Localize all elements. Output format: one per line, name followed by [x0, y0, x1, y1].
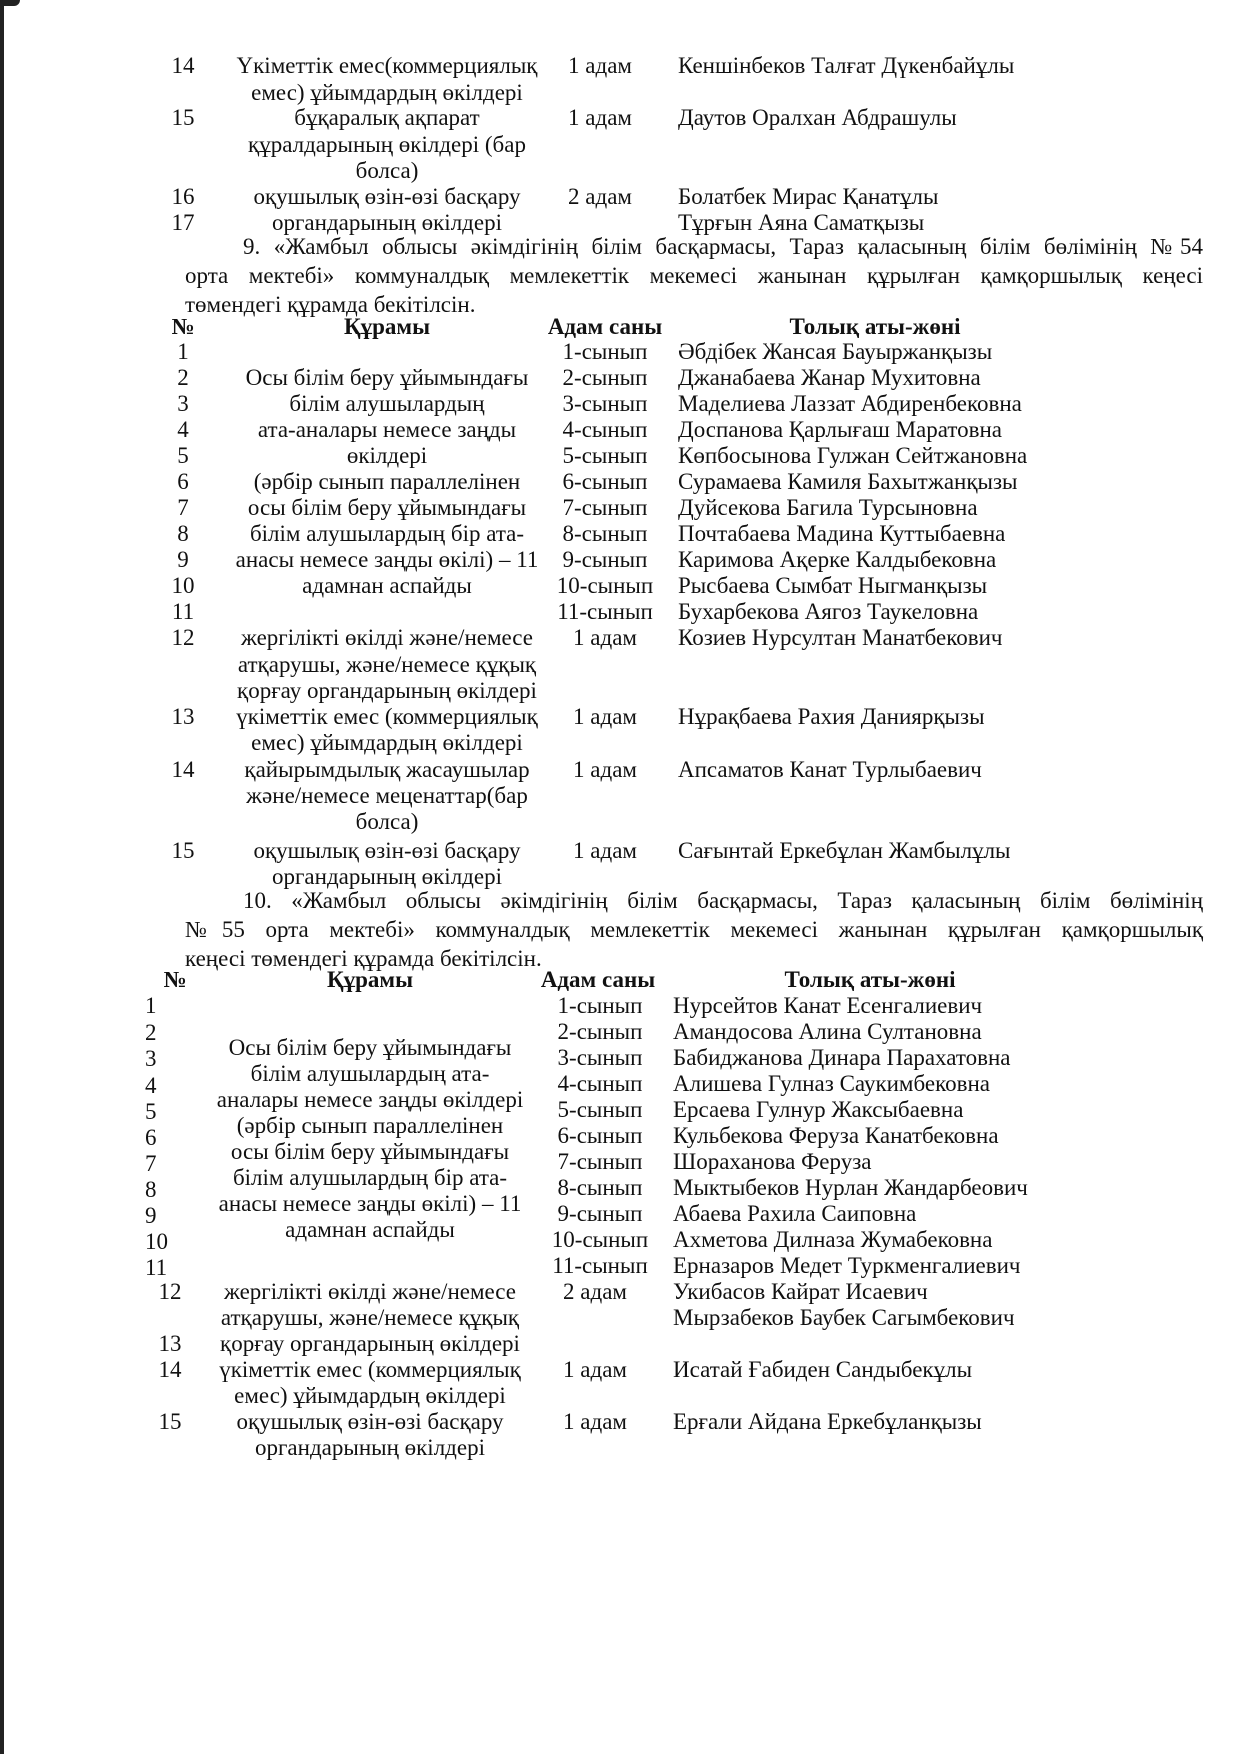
composition-line: органдарының өкілдері: [272, 210, 502, 235]
member-name: Укибасов Кайрат Исаевич: [673, 1279, 928, 1304]
composition-line: құралдарының өкілдері (бар: [248, 132, 526, 157]
member-name: Ерғали Айдана Еркебұланқызы: [673, 1409, 982, 1434]
row-number: 15: [171, 105, 195, 130]
composition-line: жергілікті өкілді және/немесе: [241, 625, 533, 650]
composition-line: аналары немесе заңды өкілдері: [216, 1087, 524, 1112]
row-number: 7: [177, 495, 189, 520]
member-name: Болатбек Мирас Қанатұлы: [678, 184, 939, 209]
composition-line: және/немесе меценаттар(бар: [246, 783, 528, 808]
member-count: 4-сынып: [562, 417, 648, 442]
row-number: 10: [145, 1229, 168, 1254]
composition-line: органдарының өкілдері: [255, 1435, 485, 1460]
composition-line: қорғау органдарының өкілдері: [220, 1331, 520, 1356]
row-number: 6: [177, 469, 189, 494]
scan-border-corner: [0, 0, 20, 6]
member-count: 1 адам: [573, 625, 637, 650]
member-name: Ерназаров Медет Туркменгалиевич: [673, 1253, 1021, 1278]
composition-line: ата-аналары немесе заңды: [257, 417, 517, 442]
composition-line: болса): [355, 809, 419, 834]
member-count: 3-сынып: [557, 1045, 643, 1070]
section9-paragraph: [185, 232, 1203, 319]
composition-line: білім алушылардың: [289, 391, 485, 416]
member-count: 7-сынып: [562, 495, 648, 520]
member-count: 3-сынып: [562, 391, 648, 416]
member-name: Абаева Рахила Саиповна: [673, 1201, 917, 1226]
row-number: 5: [145, 1099, 157, 1124]
member-count: 11-сынып: [557, 599, 653, 624]
scan-border-edge: [0, 0, 4, 1754]
member-count: 9-сынып: [557, 1201, 643, 1226]
row-number: 17: [171, 210, 195, 235]
row-number: 2: [145, 1020, 157, 1045]
composition-line: Осы білім беру ұйымындағы: [228, 1035, 512, 1060]
row-number: 15: [171, 838, 195, 863]
composition-line: өкілдері: [346, 443, 428, 468]
composition-line: Үкіметтік емес(коммерциялық: [236, 53, 538, 78]
row-number: 6: [145, 1125, 157, 1150]
member-name: Даутов Оралхан Абдрашулы: [678, 105, 957, 130]
row-number: 3: [145, 1046, 157, 1071]
composition-line: анасы немесе заңды өкілі) – 11: [218, 1191, 522, 1216]
member-count: 5-сынып: [562, 443, 648, 468]
header-composition: Құрамы: [343, 314, 431, 339]
composition-line: қорғау органдарының өкілдері: [237, 678, 537, 703]
member-count: 10-сынып: [556, 573, 654, 598]
composition-line: қайырымдылық жасаушылар: [244, 757, 530, 782]
member-count: 1 адам: [568, 105, 632, 130]
composition-line: Осы білім беру ұйымындағы: [245, 365, 529, 390]
member-name: Шораханова Феруза: [673, 1149, 872, 1174]
composition-line: атқарушы, және/немесе құқық: [220, 1305, 520, 1330]
member-count: 1 адам: [568, 53, 632, 78]
paragraph-line: №55 орта мектебі» коммуналдық мемлекеттік мекемесі жанынан құрылған қамқоршылық: [185, 917, 1203, 942]
paragraph-line: кеңесі төмендегі құрамда бекітілсін.: [185, 946, 542, 971]
row-number: 11: [171, 599, 195, 624]
row-number: 8: [145, 1177, 157, 1202]
composition-line: (әрбір сынып параллелінен: [253, 469, 521, 494]
member-count: 8-сынып: [557, 1175, 643, 1200]
header-composition: Құрамы: [326, 967, 414, 992]
row-number: 11: [145, 1255, 168, 1280]
composition-line: осы білім беру ұйымындағы: [230, 1139, 510, 1164]
member-count: 1 адам: [573, 757, 637, 782]
member-name: Әбдібек Жансая Бауыржанқызы: [678, 339, 993, 364]
composition-line: органдарының өкілдері: [272, 864, 502, 889]
member-count: 1-сынып: [557, 993, 643, 1018]
member-name: Каримова Ақерке Калдыбековна: [678, 547, 997, 572]
row-number: 9: [177, 547, 189, 572]
row-number: 5: [177, 443, 189, 468]
member-count: 2 адам: [568, 184, 632, 209]
row-number: 13: [171, 704, 195, 729]
row-number: 9: [145, 1203, 157, 1228]
row-number: 14: [171, 53, 195, 78]
member-name: Амандосова Алина Султановна: [673, 1019, 982, 1044]
member-name: Сурамаева Камиля Бахытжанқызы: [678, 469, 1018, 494]
member-name: Мырзабеков Баубек Сагымбекович: [673, 1305, 1015, 1330]
header-name: Толық аты-жөні: [784, 967, 956, 992]
composition-line: адамнан аспайды: [285, 1217, 455, 1242]
member-count: 11-сынып: [552, 1253, 648, 1278]
member-count: 2 адам: [563, 1279, 627, 1304]
member-name: Бухарбекова Аягоз Таукеловна: [678, 599, 979, 624]
composition-line: үкіметтік емес (коммерциялық: [219, 1357, 521, 1382]
composition-line: оқушылық өзін-өзі басқару: [236, 1409, 504, 1434]
member-count: 6-сынып: [562, 469, 648, 494]
member-name: Кеншінбеков Талғат Дүкенбайұлы: [678, 53, 1015, 78]
composition-line: осы білім беру ұйымындағы: [247, 495, 527, 520]
composition-line: (әрбір сынып параллелінен: [236, 1113, 504, 1138]
member-count: 5-сынып: [557, 1097, 643, 1122]
composition-line: үкіметтік емес (коммерциялық: [236, 704, 538, 729]
row-number: 4: [145, 1073, 157, 1098]
section10-paragraph: [185, 886, 1203, 973]
member-name: Доспанова Қарлығаш Маратовна: [678, 417, 1002, 442]
composition-line: емес) ұйымдардың өкілдері: [251, 80, 523, 105]
member-count: 1-сынып: [562, 339, 648, 364]
header-number: №: [171, 314, 195, 339]
header-number: №: [163, 967, 187, 992]
member-count: 1 адам: [563, 1409, 627, 1434]
composition-line: білім алушылардың бір ата-: [249, 521, 525, 546]
member-count: 7-сынып: [557, 1149, 643, 1174]
member-name: Нурсейтов Канат Есенгалиевич: [673, 993, 983, 1018]
member-count: 9-сынып: [562, 547, 648, 572]
member-count: 8-сынып: [562, 521, 648, 546]
member-name: Почтабаева Мадина Куттыбаевна: [678, 521, 1006, 546]
row-number: 1: [145, 993, 157, 1018]
composition-line: емес) ұйымдардың өкілдері: [234, 1383, 506, 1408]
composition-line: анасы немесе заңды өкілі) – 11: [235, 547, 539, 572]
paragraph-line: төмендегі құрамда бекітілсін.: [185, 292, 476, 317]
member-name: Ахметова Дилназа Жумабековна: [673, 1227, 993, 1252]
composition-line: білім алушылардың ата-: [250, 1061, 490, 1086]
composition-line: оқушылық өзін-өзі басқару: [253, 838, 521, 863]
row-number: 12: [158, 1279, 182, 1304]
member-name: Тұрғын Аяна Саматқызы: [678, 210, 925, 235]
member-name: Джанабаева Жанар Мухитовна: [678, 365, 981, 390]
member-name: Сағынтай Еркебұлан Жамбылұлы: [678, 838, 1011, 863]
composition-line: білім алушылардың бір ата-: [232, 1165, 508, 1190]
row-number: 8: [177, 521, 189, 546]
member-name: Маделиева Лаззат Абдиренбековна: [678, 391, 1022, 416]
member-count: 2-сынып: [562, 365, 648, 390]
row-number: 14: [158, 1357, 182, 1382]
member-count: 4-сынып: [557, 1071, 643, 1096]
member-name: Дуйсекова Багила Турсыновна: [678, 495, 978, 520]
member-name: Ерсаева Гулнур Жаксыбаевна: [673, 1097, 964, 1122]
member-name: Исатай Ғабиден Сандыбекұлы: [673, 1357, 973, 1382]
member-name: Бабиджанова Динара Парахатовна: [673, 1045, 1011, 1070]
row-number: 16: [171, 184, 195, 209]
member-count: 6-сынып: [557, 1123, 643, 1148]
composition-line: емес) ұйымдардың өкілдері: [251, 730, 523, 755]
row-number: 15: [158, 1409, 182, 1434]
row-number: 7: [145, 1151, 157, 1176]
row-number: 13: [158, 1331, 182, 1356]
row-number: 2: [177, 365, 189, 390]
member-name: Көпбосынова Гулжан Сейтжановна: [678, 443, 1028, 468]
header-count: Адам саны: [540, 967, 656, 992]
member-count: 1 адам: [573, 704, 637, 729]
composition-line: бұқаралық ақпарат: [294, 105, 480, 130]
row-number: 14: [171, 757, 195, 782]
row-number: 10: [171, 573, 195, 598]
composition-line: оқушылық өзін-өзі басқару: [253, 184, 521, 209]
paragraph-line: орта мектебі» коммуналдық мемлекеттік мекемесі жанынан құрылған қамқоршылық кеңесі: [185, 263, 1203, 288]
composition-line: жергілікті өкілді және/немесе: [224, 1279, 516, 1304]
member-count: 1 адам: [573, 838, 637, 863]
row-number: 12: [171, 625, 195, 650]
member-name: Алишева Гулназ Саукимбековна: [673, 1071, 990, 1096]
paragraph-line: 10. «Жамбыл облысы әкімдігінің білім басқармасы, Тараз қаласының білім бөлімінің: [243, 888, 1203, 913]
composition-line: атқарушы, және/немесе құқық: [237, 652, 537, 677]
header-count: Адам саны: [547, 314, 663, 339]
member-name: Рысбаева Сымбат Ныгманқызы: [678, 573, 988, 598]
member-name: Нұрақбаева Рахия Даниярқызы: [678, 704, 985, 729]
member-name: Мыктыбеков Нурлан Жандарбеович: [673, 1175, 1028, 1200]
row-number: 4: [177, 417, 189, 442]
composition-line: болса): [355, 158, 419, 183]
member-count: 10-сынып: [551, 1227, 649, 1252]
header-name: Толық аты-жөні: [789, 314, 961, 339]
member-name: Кульбекова Феруза Канатбековна: [673, 1123, 999, 1148]
paragraph-line: 9. «Жамбыл облысы әкімдігінің білім басқармасы, Тараз қаласының білім бөлімінің №54: [243, 234, 1203, 259]
member-name: Апсаматов Канат Турлыбаевич: [678, 757, 982, 782]
composition-line: адамнан аспайды: [302, 573, 472, 598]
member-name: Козиев Нурсултан Манатбекович: [678, 625, 1003, 650]
row-number: 1: [177, 339, 189, 364]
member-count: 1 адам: [563, 1357, 627, 1382]
member-count: 2-сынып: [557, 1019, 643, 1044]
row-number: 3: [177, 391, 189, 416]
